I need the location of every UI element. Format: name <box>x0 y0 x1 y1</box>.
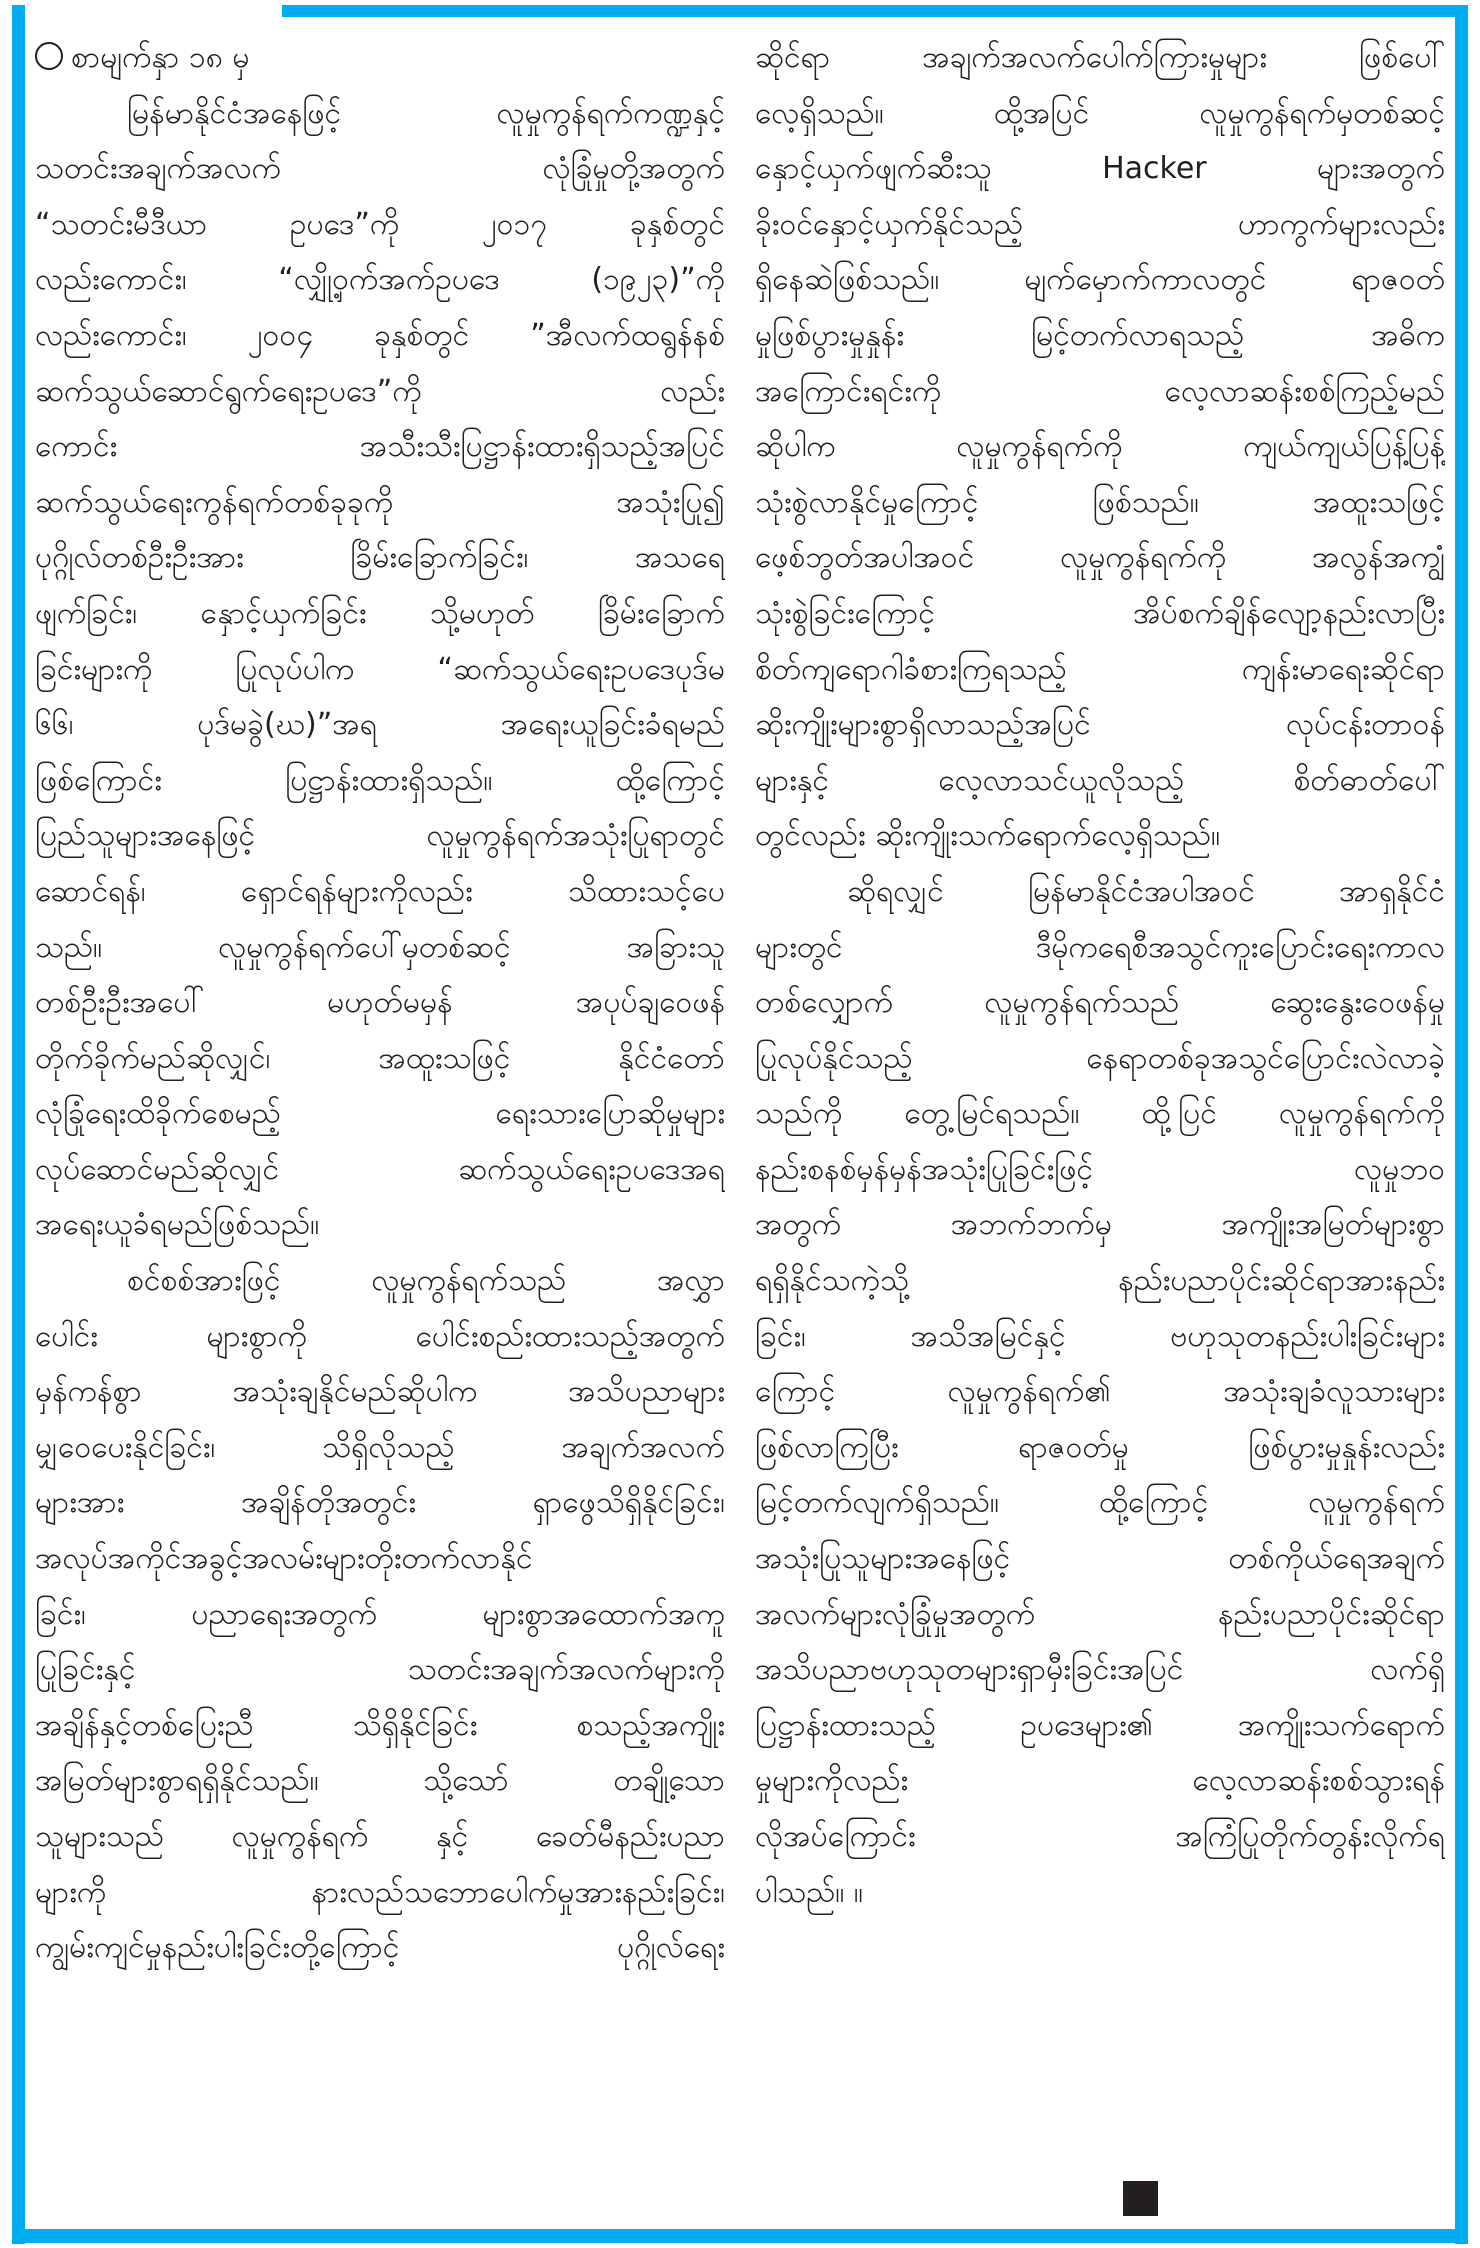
text-line: ပြဋ္ဌာန်းထားသည့် ဥပဒေများ၏ အကျိုးသက်ရောက် <box>755 1707 1445 1743</box>
text-line: ပါသည်။ ။ <box>755 1874 864 1910</box>
text-line: ဆိုရလျှင် မြန်မာနိုင်ငံအပါအဝင် အာရှနိုင်ငံ <box>847 873 1445 909</box>
text-line: အသိပညာဗဟုသုတများရှာမှီးခြင်းအပြင် လက်ရှိ <box>755 1652 1445 1688</box>
text-line: မှန်ကန်စွာ အသုံးချနိုင်မည်ဆိုပါက အသိပညာများ <box>35 1374 725 1410</box>
circle-bullet-icon <box>35 42 63 70</box>
text-line: ပြုခြင်းနှင့် သတင်းအချက်အလက်များကို <box>35 1652 725 1688</box>
continued-from-text: စာမျက်နှာ ၁၈ မှ <box>71 40 250 75</box>
text-line: ကျွမ်းကျင်မှုနည်းပါးခြင်းတို့ကြောင့် ပုဂ္ဂိုလ်ရေး <box>35 1930 725 1966</box>
article-right-column <box>755 30 1445 1920</box>
text-line: ဖေ့စ်ဘွတ်အပါအဝင် လူမှုကွန်ရက်ကို အလွန်အကျွံ <box>755 540 1445 576</box>
text-line: ဆက်သွယ်ဆောင်ရွက်ရေးဥပဒေ”ကို လည်း <box>35 373 725 409</box>
text-line: တိုက်ခိုက်မည်ဆိုလျှင်၊ အထူးသဖြင့် နိုင်ငံတော် <box>35 1040 725 1076</box>
text-line: ခြင်း၊ အသိအမြင်နှင့် ဗဟုသုတနည်းပါးခြင်းများ <box>755 1318 1445 1354</box>
text-line: များနှင့် လေ့လာသင်ယူလိုသည့် စိတ်ဓာတ်ပေါ် <box>755 762 1445 798</box>
frame-bottom-bar <box>12 2229 1468 2243</box>
frame-right-bar <box>1455 5 1468 2244</box>
text-line: မြန်မာနိုင်ငံအနေဖြင့် လူမှုကွန်ရက်ကဏ္ဍနှင့် <box>127 95 725 131</box>
frame-top-bar <box>282 5 1468 17</box>
text-line: နည်းစနစ်မှန်မှန်အသုံးပြုခြင်းဖြင့် လူမှုဘဝ <box>755 1151 1445 1187</box>
text-line: ၆၆၊ ပုဒ်မခွဲ(ဃ)”အရ အရေးယူခြင်းခံရမည် <box>35 707 725 743</box>
text-line: အရေးယူခံရမည်ဖြစ်သည်။ <box>35 1207 320 1243</box>
text-line: မျှဝေပေးနိုင်ခြင်း၊ သိရှိလိုသည့် အချက်အလက် <box>35 1429 725 1465</box>
text-line: ဖြစ်ကြောင်း ပြဋ္ဌာန်းထားရှိသည်။ ထို့ကြောင့် <box>35 762 725 798</box>
text-line: တစ်ဦးဦးအပေါ် မဟုတ်မမှန် အပုပ်ချဝေဖန် <box>35 985 725 1021</box>
text-line: အလုပ်အကိုင်အခွင့်အလမ်းများတိုးတက်လာနိုင် <box>35 1541 533 1577</box>
text-line: အသုံးပြုသူများအနေဖြင့် တစ်ကိုယ်ရေအချက် <box>755 1541 1445 1577</box>
text-line: ခိုးဝင်နှောင့်ယှက်နိုင်သည့် ဟာကွက်များလည်း <box>755 206 1445 242</box>
text-line: မှုဖြစ်ပွားမှုနှုန်း မြင့်တက်လာရသည့် အဓိက <box>755 317 1445 353</box>
text-line: ဆောင်ရန်၊ ရှောင်ရန်များကိုလည်း သိထားသင့်ပေ <box>35 873 725 909</box>
text-line: လိုအပ်ကြောင်း အကြံပြုတိုက်တွန်းလိုက်ရ <box>755 1819 1445 1854</box>
frame-left-bar <box>12 5 25 2244</box>
text-line: အတွက် အဘက်ဘက်မှ အကျိုးအမြတ်များစွာ <box>755 1207 1445 1243</box>
text-line: လည်းကောင်း၊ “လျှို့ဝှက်အက်ဥပဒေ (၁၉၂၃)”ကို <box>35 262 725 298</box>
continued-from-label <box>35 30 725 86</box>
text-line: အလက်များလုံခြုံမှုအတွက် နည်းပညာပိုင်းဆိုင်ရာ <box>755 1596 1445 1632</box>
text-line: မှုများကိုလည်း လေ့လာဆန်းစစ်သွားရန် <box>755 1763 1445 1799</box>
text-line: သုံးစွဲခြင်းကြောင့် အိပ်စက်ချိန်လျော့နည်းလာပြီး <box>755 595 1445 631</box>
text-line: ဆိုးကျိုးများစွာရှိလာသည့်အပြင် လုပ်ငန်းတာဝန် <box>755 707 1445 743</box>
text-line: အမြတ်များစွာရရှိနိုင်သည်။ သို့သော် တချို့သော <box>35 1763 725 1799</box>
text-line: ဆက်သွယ်ရေးကွန်ရက်တစ်ခုခုကို အသုံးပြု၍ <box>35 484 725 520</box>
text-line: သည်ကို တွေ့မြင်ရသည်။ ထို့ပြင် လူမှုကွန်ရက်ကို <box>755 1096 1445 1132</box>
text-line: ဖျက်ခြင်း၊ နှောင့်ယှက်ခြင်း သို့မဟုတ် ခြိမ်းခြောက် <box>35 595 725 631</box>
text-line: များတွင် ဒီမိုကရေစီအသွင်ကူးပြောင်းရေးကာလ <box>755 929 1445 965</box>
text-line: ပုဂ္ဂိုလ်တစ်ဦးဦးအား ခြိမ်းခြောက်ခြင်း၊ အသရေ <box>35 540 725 576</box>
text-line: တွင်လည်း ဆိုးကျိုးသက်ရောက်လေ့ရှိသည်။ <box>755 818 1221 854</box>
text-line: ကြောင့် လူမှုကွန်ရက်၏ အသုံးချခံလူသားများ <box>755 1374 1445 1410</box>
article-left-column <box>35 30 725 1976</box>
text-line: ကောင်း အသီးသီးပြဋ္ဌာန်းထားရှိသည့်အပြင် <box>35 429 725 465</box>
text-line: ဆိုင်ရာ အချက်အလက်ပေါက်ကြားမှုများ ဖြစ်ပေါ် <box>755 40 1445 75</box>
text-line: လေ့ရှိသည်။ ထို့အပြင် လူမှုကွန်ရက်မှတစ်ဆင့် <box>755 95 1445 131</box>
text-line: “သတင်းမီဒီယာ ဥပဒေ”ကို ၂၀၁၇ ခုနှစ်တွင် <box>35 206 725 242</box>
text-line: သတင်းအချက်အလက် လုံခြုံမှုတို့အတွက် <box>35 151 725 187</box>
text-line: ဖြစ်လာကြပြီး ရာဇဝတ်မှု ဖြစ်ပွားမှုနှုန်းလည်း <box>755 1429 1445 1465</box>
text-line: ခြင်း၊ ပညာရေးအတွက် များစွာအထောက်အကူ <box>35 1596 725 1632</box>
text-line: လုပ်ဆောင်မည်ဆိုလျှင် ဆက်သွယ်ရေးဥပဒေအရ <box>35 1151 725 1187</box>
text-line: သုံးစွဲလာနိုင်မှုကြောင့် ဖြစ်သည်။ အထူးသဖြင့် <box>755 484 1445 520</box>
text-line: လည်းကောင်း၊ ၂၀၀၄ ခုနှစ်တွင် ”အီလက်ထရွန်နစ် <box>35 317 725 353</box>
text-line: နှောင့်ယှက်ဖျက်ဆီးသူ Hacker များအတွက် <box>755 151 1445 187</box>
text-line: မြင့်တက်လျက်ရှိသည်။ ထို့ကြောင့် လူမှုကွန်ရက် <box>755 1485 1445 1521</box>
text-line: စိတ်ကျရောဂါခံစားကြရသည့် ကျန်းမာရေးဆိုင်ရာ <box>755 651 1445 687</box>
text-line: စင်စစ်အားဖြင့် လူမှုကွန်ရက်သည် အလွှာ <box>127 1263 725 1299</box>
text-line: အကြောင်းရင်းကို လေ့လာဆန်းစစ်ကြည့်မည် <box>755 373 1445 409</box>
article-end-square-icon <box>1123 2181 1158 2216</box>
text-line: ရရှိနိုင်သကဲ့သို့ နည်းပညာပိုင်းဆိုင်ရာအားနည်း <box>755 1263 1445 1299</box>
text-line: လုံခြုံရေးထိခိုက်စေမည့် ရေးသားပြောဆိုမှုများ <box>35 1096 725 1132</box>
text-line: များကို နားလည်သဘောပေါက်မှုအားနည်းခြင်း၊ <box>35 1874 725 1910</box>
text-line: ပြည်သူများအနေဖြင့် လူမှုကွန်ရက်အသုံးပြုရာတွင် <box>35 818 725 854</box>
text-line: ဆိုပါက လူမှုကွန်ရက်ကို ကျယ်ကျယ်ပြန့်ပြန့် <box>755 429 1445 465</box>
text-line: များအား အချိန်တိုအတွင်း ရှာဖွေသိရှိနိုင်ခြင်း၊ <box>35 1485 725 1521</box>
text-line: သည်။ လူမှုကွန်ရက်ပေါ်မှတစ်ဆင့် အခြားသူ <box>35 929 725 965</box>
text-line: အချိန်နှင့်တစ်ပြေးညီ သိရှိနိုင်ခြင်း စသည့်အကျိုး <box>35 1707 725 1743</box>
text-line: ခြင်းများကို ပြုလုပ်ပါက “ဆက်သွယ်ရေးဥပဒေပုဒ်မ <box>35 651 725 687</box>
text-line: ရှိနေဆဲဖြစ်သည်။ မျက်မှောက်ကာလတွင် ရာဇဝတ် <box>755 262 1445 298</box>
text-line: သူများသည် လူမှုကွန်ရက် နှင့် ခေတ်မီနည်းပညာ <box>35 1819 725 1854</box>
text-line: တစ်လျှောက် လူမှုကွန်ရက်သည် ဆွေးနွေးဝေဖန်မှု <box>755 985 1445 1021</box>
text-line: ပြုလုပ်နိုင်သည့် နေရာတစ်ခုအသွင်ပြောင်းလဲလာခဲ့ <box>755 1040 1445 1076</box>
text-line: ပေါင်း များစွာကို ပေါင်းစည်းထားသည့်အတွက် <box>35 1318 725 1354</box>
